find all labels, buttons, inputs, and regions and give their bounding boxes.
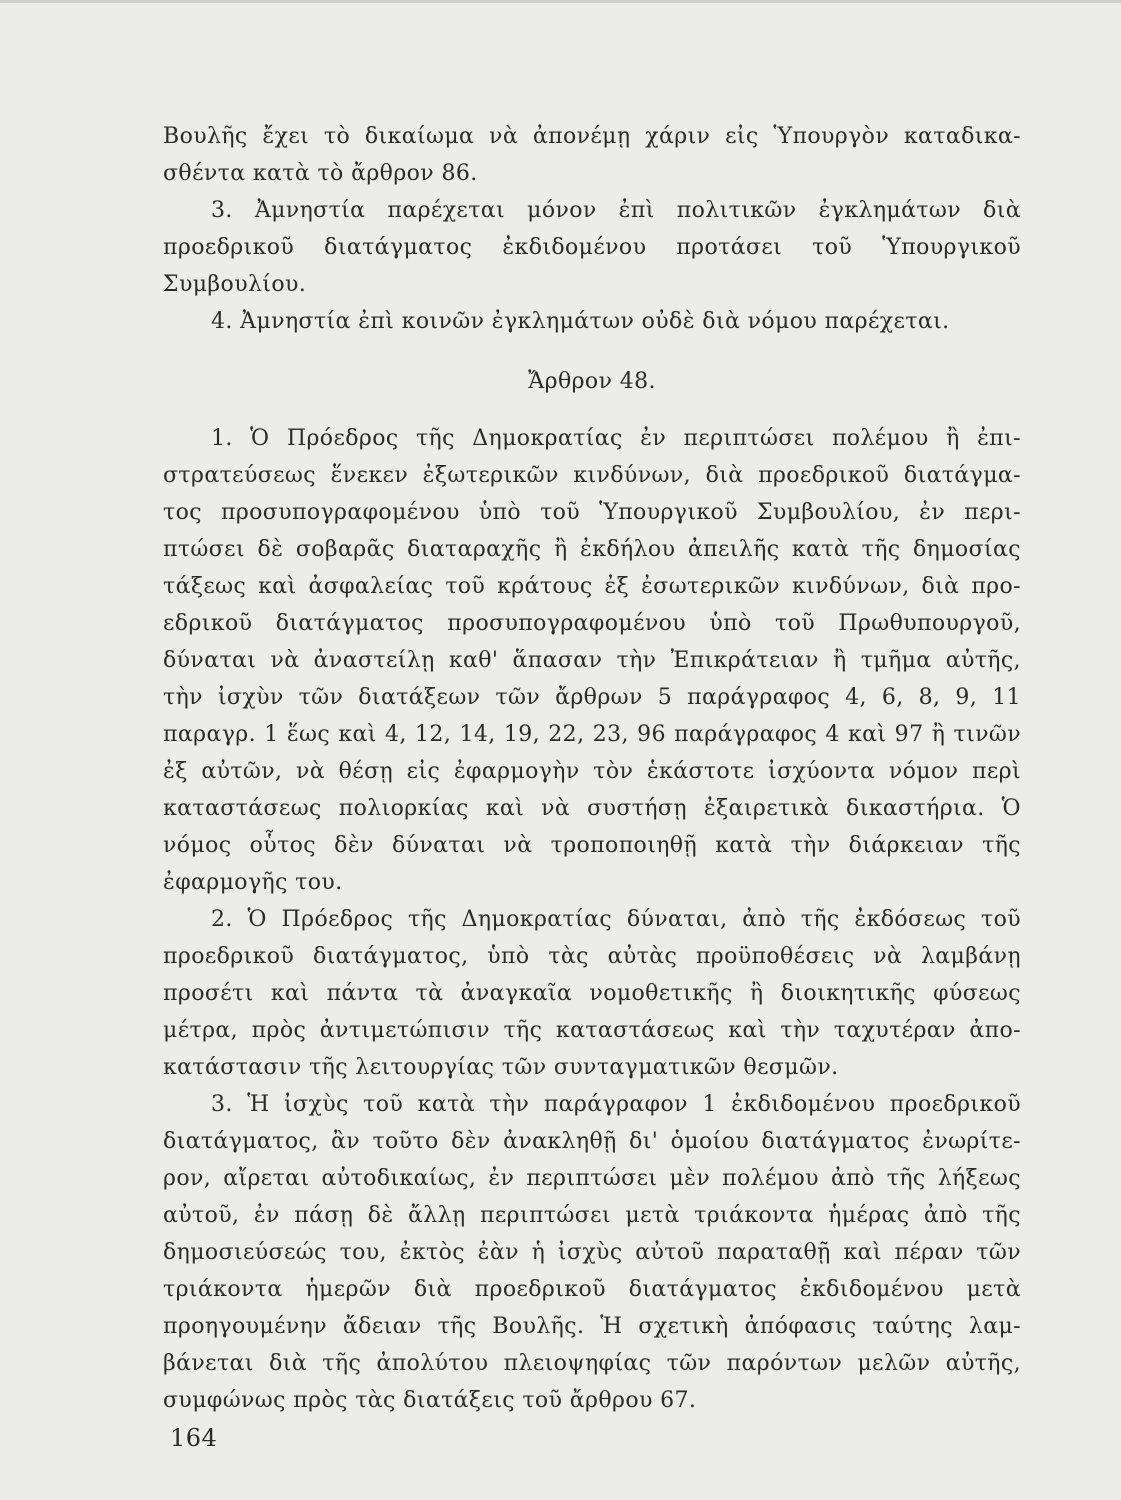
text-line: Βουλῆς ἔχει τὸ δικαίωμα νὰ ἀπονέμῃ χάριν εἰς Ὑπουργὸν καταδικα-: [163, 124, 1021, 149]
text-line: συμφώνως πρὸς τὰς διατάξεις τοῦ ἄρθρου 67.: [163, 1388, 697, 1413]
text-line: Συμβουλίου.: [163, 272, 307, 297]
text-line: εδρικοῦ διατάγματος προσυπογραφομένου ὑπὸ τοῦ Πρωθυπουργοῦ,: [163, 611, 1021, 636]
text-line: 3. Ἡ ἰσχὺς τοῦ κατὰ τὴν παράγραφον 1 ἐκδιδομένου προεδρικοῦ: [211, 1092, 1021, 1117]
article-48-paragraph-2: [163, 901, 1021, 1086]
page-number: 164: [170, 1424, 218, 1452]
page-body: [163, 118, 1021, 1419]
text-line: μέτρα, πρὸς ἀντιμετώπισιν τῆς καταστάσεως καὶ τὴν ταχυτέραν ἀπο-: [163, 1018, 1021, 1043]
spacer: [163, 340, 1021, 363]
text-line: προηγουμένην ἄδειαν τῆς Βουλῆς. Ἡ σχετικὴ ἀπόφασις ταύτης λαμ-: [163, 1314, 1021, 1339]
text-line: τὴν ἰσχὺν τῶν διατάξεων τῶν ἄρθρων 5 παράγραφος 4, 6, 8, 9, 11: [163, 685, 1021, 710]
text-line: καταστάσεως πολιορκίας καὶ νὰ συστήσῃ ἐξαιρετικὰ δικαστήρια. Ὁ: [163, 796, 1021, 821]
text-line: πτώσει δὲ σοβαρᾶς διαταραχῆς ἢ ἐκδήλου ἀπειλῆς κατὰ τῆς δημοσίας: [163, 537, 1021, 562]
text-line: ρον, αἴρεται αὐτοδικαίως, ἐν περιπτώσει μὲν πολέμου ἀπὸ τῆς λήξεως: [163, 1166, 1021, 1191]
text-line: 4. Ἀμνηστία ἐπὶ κοινῶν ἐγκλημάτων οὐδὲ διὰ νόμου παρέχεται.: [211, 309, 950, 334]
text-line: παραγρ. 1 ἕως καὶ 4, 12, 14, 19, 22, 23, 96 παράγραφος 4 καὶ 97 ἢ τινῶν: [163, 722, 1021, 747]
article-48-paragraph-3: [163, 1086, 1021, 1419]
text-line: προεδρικοῦ διατάγματος ἐκδιδομένου προτάσει τοῦ Ὑπουργικοῦ: [163, 235, 1021, 260]
text-line: προσέτι καὶ πάντα τὰ ἀναγκαῖα νομοθετικῆς ἢ διοικητικῆς φύσεως: [163, 981, 1021, 1006]
text-line: κατάστασιν τῆς λειτουργίας τῶν συνταγματικῶν θεσμῶν.: [163, 1055, 839, 1080]
text-line: σθέντα κατὰ τὸ ἄρθρον 86.: [163, 161, 478, 186]
text-line: διατάγματος, ἂν τοῦτο δὲν ἀνακληθῇ δι' ὁμοίου διατάγματος ἐνωρίτε-: [163, 1129, 1021, 1154]
text-line: 3. Ἀμνηστία παρέχεται μόνον ἐπὶ πολιτικῶν ἐγκλημάτων διὰ: [211, 198, 1021, 223]
text-line: τάξεως καὶ ἀσφαλείας τοῦ κράτους ἐξ ἐσωτερικῶν κινδύνων, διὰ προ-: [163, 574, 1021, 599]
article-heading: Ἄρθρον 48.: [528, 369, 656, 394]
text-line: 2. Ὁ Πρόεδρος τῆς Δημοκρατίας δύναται, ἀπὸ τῆς ἐκδόσεως τοῦ: [211, 907, 1021, 932]
paragraph-4: [163, 303, 1021, 340]
top-edge-rule: [0, 0, 1121, 3]
spacer: [163, 400, 1021, 420]
text-line: τριάκοντα ἡμερῶν διὰ προεδρικοῦ διατάγματος ἐκδιδομένου μετὰ: [163, 1277, 1021, 1302]
text-line: ἐφαρμογῆς του.: [163, 870, 343, 895]
text-line: νόμος οὗτος δὲν δύναται νὰ τροποποιηθῇ κατὰ τὴν διάρκειαν τῆς: [163, 833, 1021, 858]
text-line: δημοσιεύσεώς του, ἐκτὸς ἐὰν ἡ ἰσχὺς αὐτοῦ παραταθῇ καὶ πέραν τῶν: [163, 1240, 1021, 1265]
text-line: βάνεται διὰ τῆς ἀπολύτου πλειοψηφίας τῶν παρόντων μελῶν αὐτῆς,: [163, 1351, 1021, 1376]
text-line: δύναται νὰ ἀναστείλῃ καθ' ἅπασαν τὴν Ἐπικράτειαν ἢ τμῆμα αὐτῆς,: [163, 648, 1021, 673]
text-line: στρατεύσεως ἕνεκεν ἐξωτερικῶν κινδύνων, διὰ προεδρικοῦ διατάγμα-: [163, 463, 1021, 488]
continuation-paragraph: [163, 118, 1021, 192]
text-line: αὐτοῦ, ἐν πάσῃ δὲ ἄλλῃ περιπτώσει μετὰ τριάκοντα ἡμέρας ἀπὸ τῆς: [163, 1203, 1021, 1228]
paragraph-3: [163, 192, 1021, 303]
text-line: ἐξ αὐτῶν, νὰ θέσῃ εἰς ἐφαρμογὴν τὸν ἑκάστοτε ἰσχύοντα νόμον περὶ: [163, 759, 1021, 784]
text-line: 1. Ὁ Πρόεδρος τῆς Δημοκρατίας ἐν περιπτώσει πολέμου ἢ ἐπι-: [211, 426, 1021, 451]
text-line: τος προσυπογραφομένου ὑπὸ τοῦ Ὑπουργικοῦ Συμβουλίου, ἐν περι-: [163, 500, 1021, 525]
article-48-paragraph-1: [163, 420, 1021, 901]
text-line: προεδρικοῦ διατάγματος, ὑπὸ τὰς αὐτὰς προϋποθέσεις νὰ λαμβάνῃ: [163, 944, 1021, 969]
